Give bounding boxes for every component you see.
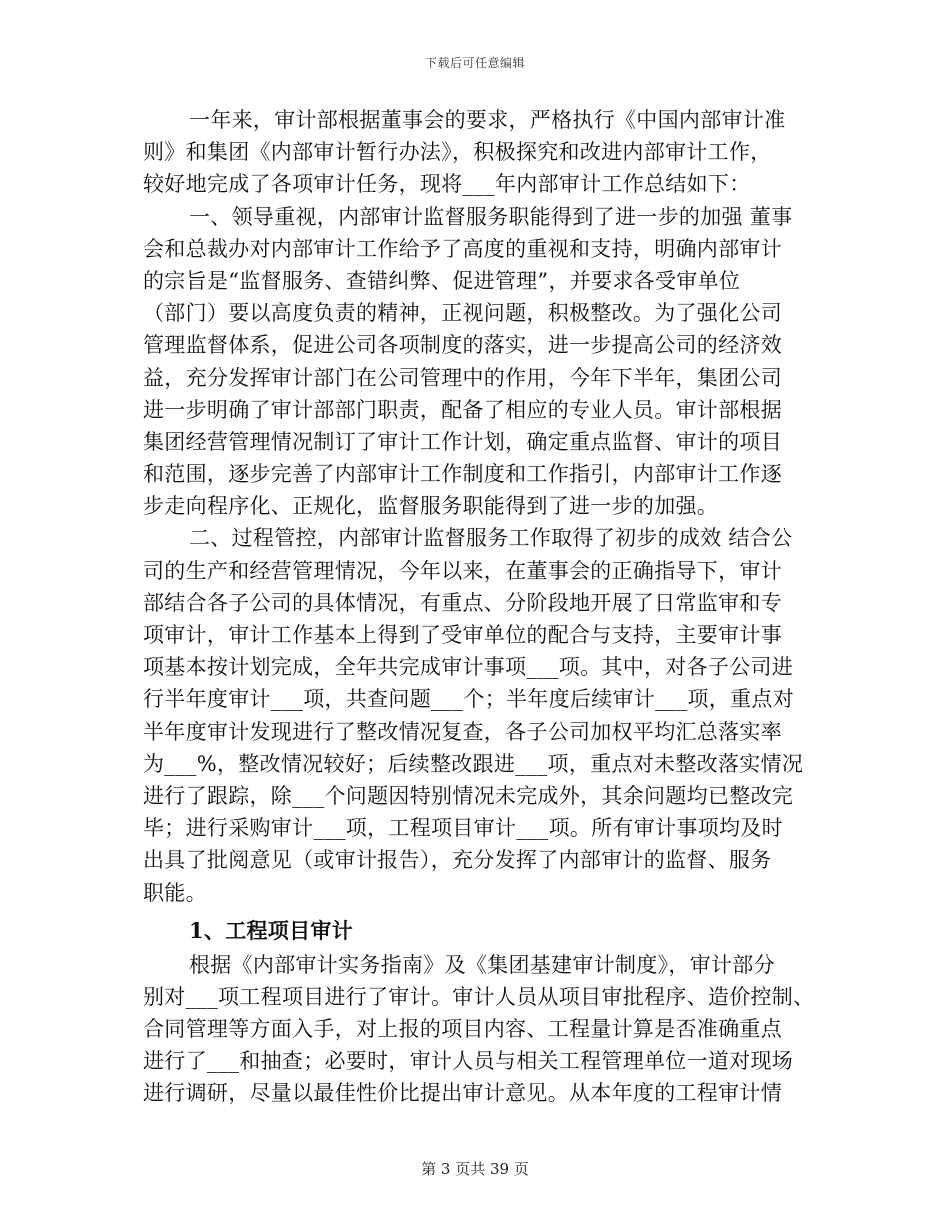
- text-line: 合同管理等方面入手，对上报的项目内容、工程量计算是否准确重点: [143, 1017, 782, 1042]
- text-line: 的宗旨是“监督服务、查错纠弊、促进管理”，并要求各受审单位: [143, 268, 741, 293]
- text-line: 一、领导重视，内部审计监督服务职能得到了进一步的加强 董事: [189, 204, 793, 229]
- text-line: 二、过程管控，内部审计监督服务工作取得了初步的成效 结合公: [189, 526, 793, 551]
- text-line: 进一步明确了审计部部门职责，配备了相应的专业人员。审计部根据: [143, 397, 782, 422]
- text-line: 半年度审计发现进行了整改情况复查，各子公司加权平均汇总落实率: [143, 719, 782, 744]
- text-line: 和范围，逐步完善了内部审计工作制度和工作指引，内部审计工作逐: [143, 462, 782, 487]
- text-line: 为___%，整改情况较好；后续整改跟进___项，重点对未整改落实情况: [143, 751, 804, 776]
- section-engineering-audit-paragraph: [143, 949, 823, 1110]
- text-line: 出具了批阅意见（或审计报告），充分发挥了内部审计的监督、服务: [143, 848, 772, 873]
- text-line: 集团经营管理情况制订了审计工作计划，确定重点监督、审计的项目: [143, 429, 782, 454]
- text-line: 益，充分发挥审计部门在公司管理中的作用，今年下半年，集团公司: [143, 365, 782, 390]
- text-line: 会和总裁办对内部审计工作给予了高度的重视和支持，明确内部审计: [143, 236, 782, 261]
- text-line: 部结合各子公司的具体情况，有重点、分阶段地开展了日常监审和专: [143, 590, 782, 615]
- page-header: 下载后可任意编辑: [424, 56, 525, 70]
- text-line: （部门）要以高度负责的精神，正视问题，积极整改。为了强化公司: [143, 301, 782, 326]
- document-body: [143, 104, 823, 1110]
- text-line: 则》和集团《内部审计暂行办法》，积极探究和改进内部审计工作，: [143, 140, 772, 165]
- text-line: 进行了跟踪，除___个问题因特别情况未完成外，其余问题均已整改完: [143, 783, 794, 808]
- page-footer: 第 3 页共 39 页: [421, 1160, 529, 1178]
- section-summary-paragraphs: [143, 104, 823, 909]
- text-line: 项审计，审计工作基本上得到了受审单位的配合与支持，主要审计事: [143, 623, 782, 647]
- text-line: 毕；进行采购审计___项，工程项目审计___项。所有审计事项均及时: [143, 816, 783, 841]
- text-line: 步走向程序化、正规化，监督服务职能得到了进一步的加强。: [143, 494, 719, 519]
- section-heading: 1、工程项目审计: [189, 917, 354, 943]
- text-line: 管理监督体系，促进公司各项制度的落实，进一步提高公司的经济效: [143, 333, 782, 358]
- text-line: 行半年度审计___项，共查问题___个；半年度后续审计___项，重点对: [143, 687, 794, 712]
- text-line: 职能。: [143, 880, 207, 905]
- text-line: 司的生产和经营管理情况，今年以来，在董事会的正确指导下，审计: [143, 558, 782, 583]
- text-line: 根据《内部审计实务指南》及《集团基建审计制度》，审计部分: [189, 952, 775, 977]
- text-line: 进行调研，尽量以最佳性价比提出审计意见。从本年度的工程审计情: [143, 1081, 782, 1106]
- text-line: 项基本按计划完成，全年共完成审计事项___项。其中，对各子公司进: [143, 655, 794, 680]
- text-line: 进行了___和抽查；必要时，审计人员与相关工程管理单位一道对现场: [143, 1049, 794, 1074]
- text-line: 较好地完成了各项审计任务，现将___年内部审计工作总结如下：: [143, 172, 751, 197]
- text-line: 一年来，审计部根据董事会的要求，严格执行《中国内部审计准: [189, 108, 786, 132]
- text-line: 别对___项工程项目进行了审计。审计人员从项目审批程序、造价控制、: [143, 984, 815, 1009]
